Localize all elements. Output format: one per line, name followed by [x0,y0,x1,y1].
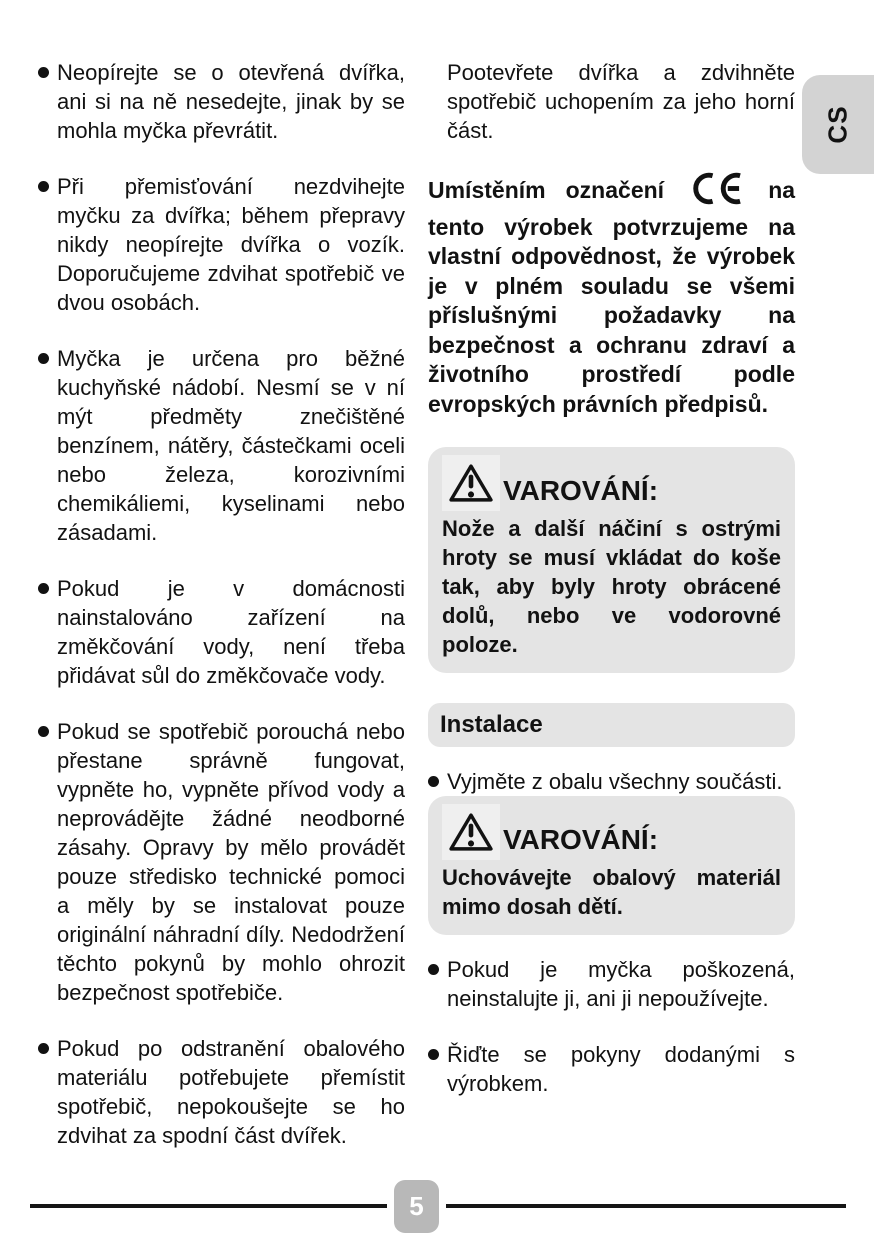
warning-triangle-icon [442,455,500,511]
warning-header [442,455,781,511]
bullet-item: Pokud se spotřebič porouchá nebo přestane správně fungovat, vypněte ho, vypněte přívod vody a neprovádějte žádné neodborné zásahy. Opravy by mělo provádět pouze středisko technické pomoci a měly by se instalovat pouze originální náhradní díly. Nedodržení těchto pokynů by mohlo ohrozit bezpečnost spotřebiče. [38,717,405,1007]
language-tab [802,75,874,174]
warning-triangle-icon [442,804,500,860]
continuation-paragraph: Pootevřete dvířka a zdvihněte spotřebič uchopením za jeho horní část. [447,60,795,143]
section-header-instalace: Instalace [428,703,795,747]
bullet-item: Pokud je myčka poškozená, neinstalujte ji, ani ji nepoužívejte. [428,955,795,1013]
ce-mark-icon [689,172,743,213]
ce-paragraph-after: na tento výrobek potvrzujeme na vlastní odpovědnost, že výrobek je v plném souladu se všemi příslušnými požadavky na bezpečnost a ochranu zdraví a životního prostředí podle evropských právních předpisů. [428,177,796,417]
right-bullet-list-bottom [428,955,795,1098]
warning-title: VAROVÁNÍ: [503,475,659,506]
bullet-item: Pokud po odstranění obalového materiálu potřebujete přemístit spotřebič, nepokoušejte se ho zdvihat za spodní část dvířek. [38,1034,405,1150]
warning-box [428,796,795,935]
page-number-badge: 5 [394,1180,439,1233]
right-column [428,58,795,1150]
ce-declaration-paragraph [428,172,795,419]
bullet-item: Řiďte se pokyny dodanými s výrobkem. [428,1040,795,1098]
warning-header [442,804,781,860]
bullet-item: Myčka je určena pro běžné kuchyňské nádobí. Nesmí se v ní mýt předměty znečištěné benzínem, nátěry, částečkami oceli nebo železa, korozivními chemikáliemi, kyselinami nebo zásadami. [38,344,405,547]
left-column [38,58,405,1150]
right-bullet-list-top [428,767,795,796]
left-bullet-list [38,58,405,1150]
bullet-item: Pokud je v domácnosti nainstalováno zařízení na změkčování vody, není třeba přidávat sůl do změkčovače vody. [38,574,405,690]
page-footer [30,1179,846,1233]
warning-text: Uchovávejte obalový materiál mimo dosah dětí. [442,865,781,919]
warning-title: VAROVÁNÍ: [503,824,659,855]
bullet-item: Vyjměte z obalu všechny součásti. [428,767,795,796]
language-tab-label: CS [822,105,853,144]
footer-rule [30,1204,387,1208]
footer-rule [446,1204,846,1208]
warning-text: Nože a další náčiní s ostrými hroty se musí vkládat do koše tak, aby byly hroty obrácené dolů, nebo ve vodorovné poloze. [442,516,781,657]
bullet-item: Při přemisťování nezdvihejte myčku za dvířka; během přepravy nikdy neopírejte dvířka o vozík. Doporučujeme zdvihat spotřebič ve dvou osobách. [38,172,405,317]
bullet-item: Neopírejte se o otevřená dvířka, ani si na ně nesedejte, jinak by se mohla myčka převrátit. [38,58,405,145]
warning-box [428,447,795,673]
ce-paragraph-before: Umístěním označení [428,177,665,203]
